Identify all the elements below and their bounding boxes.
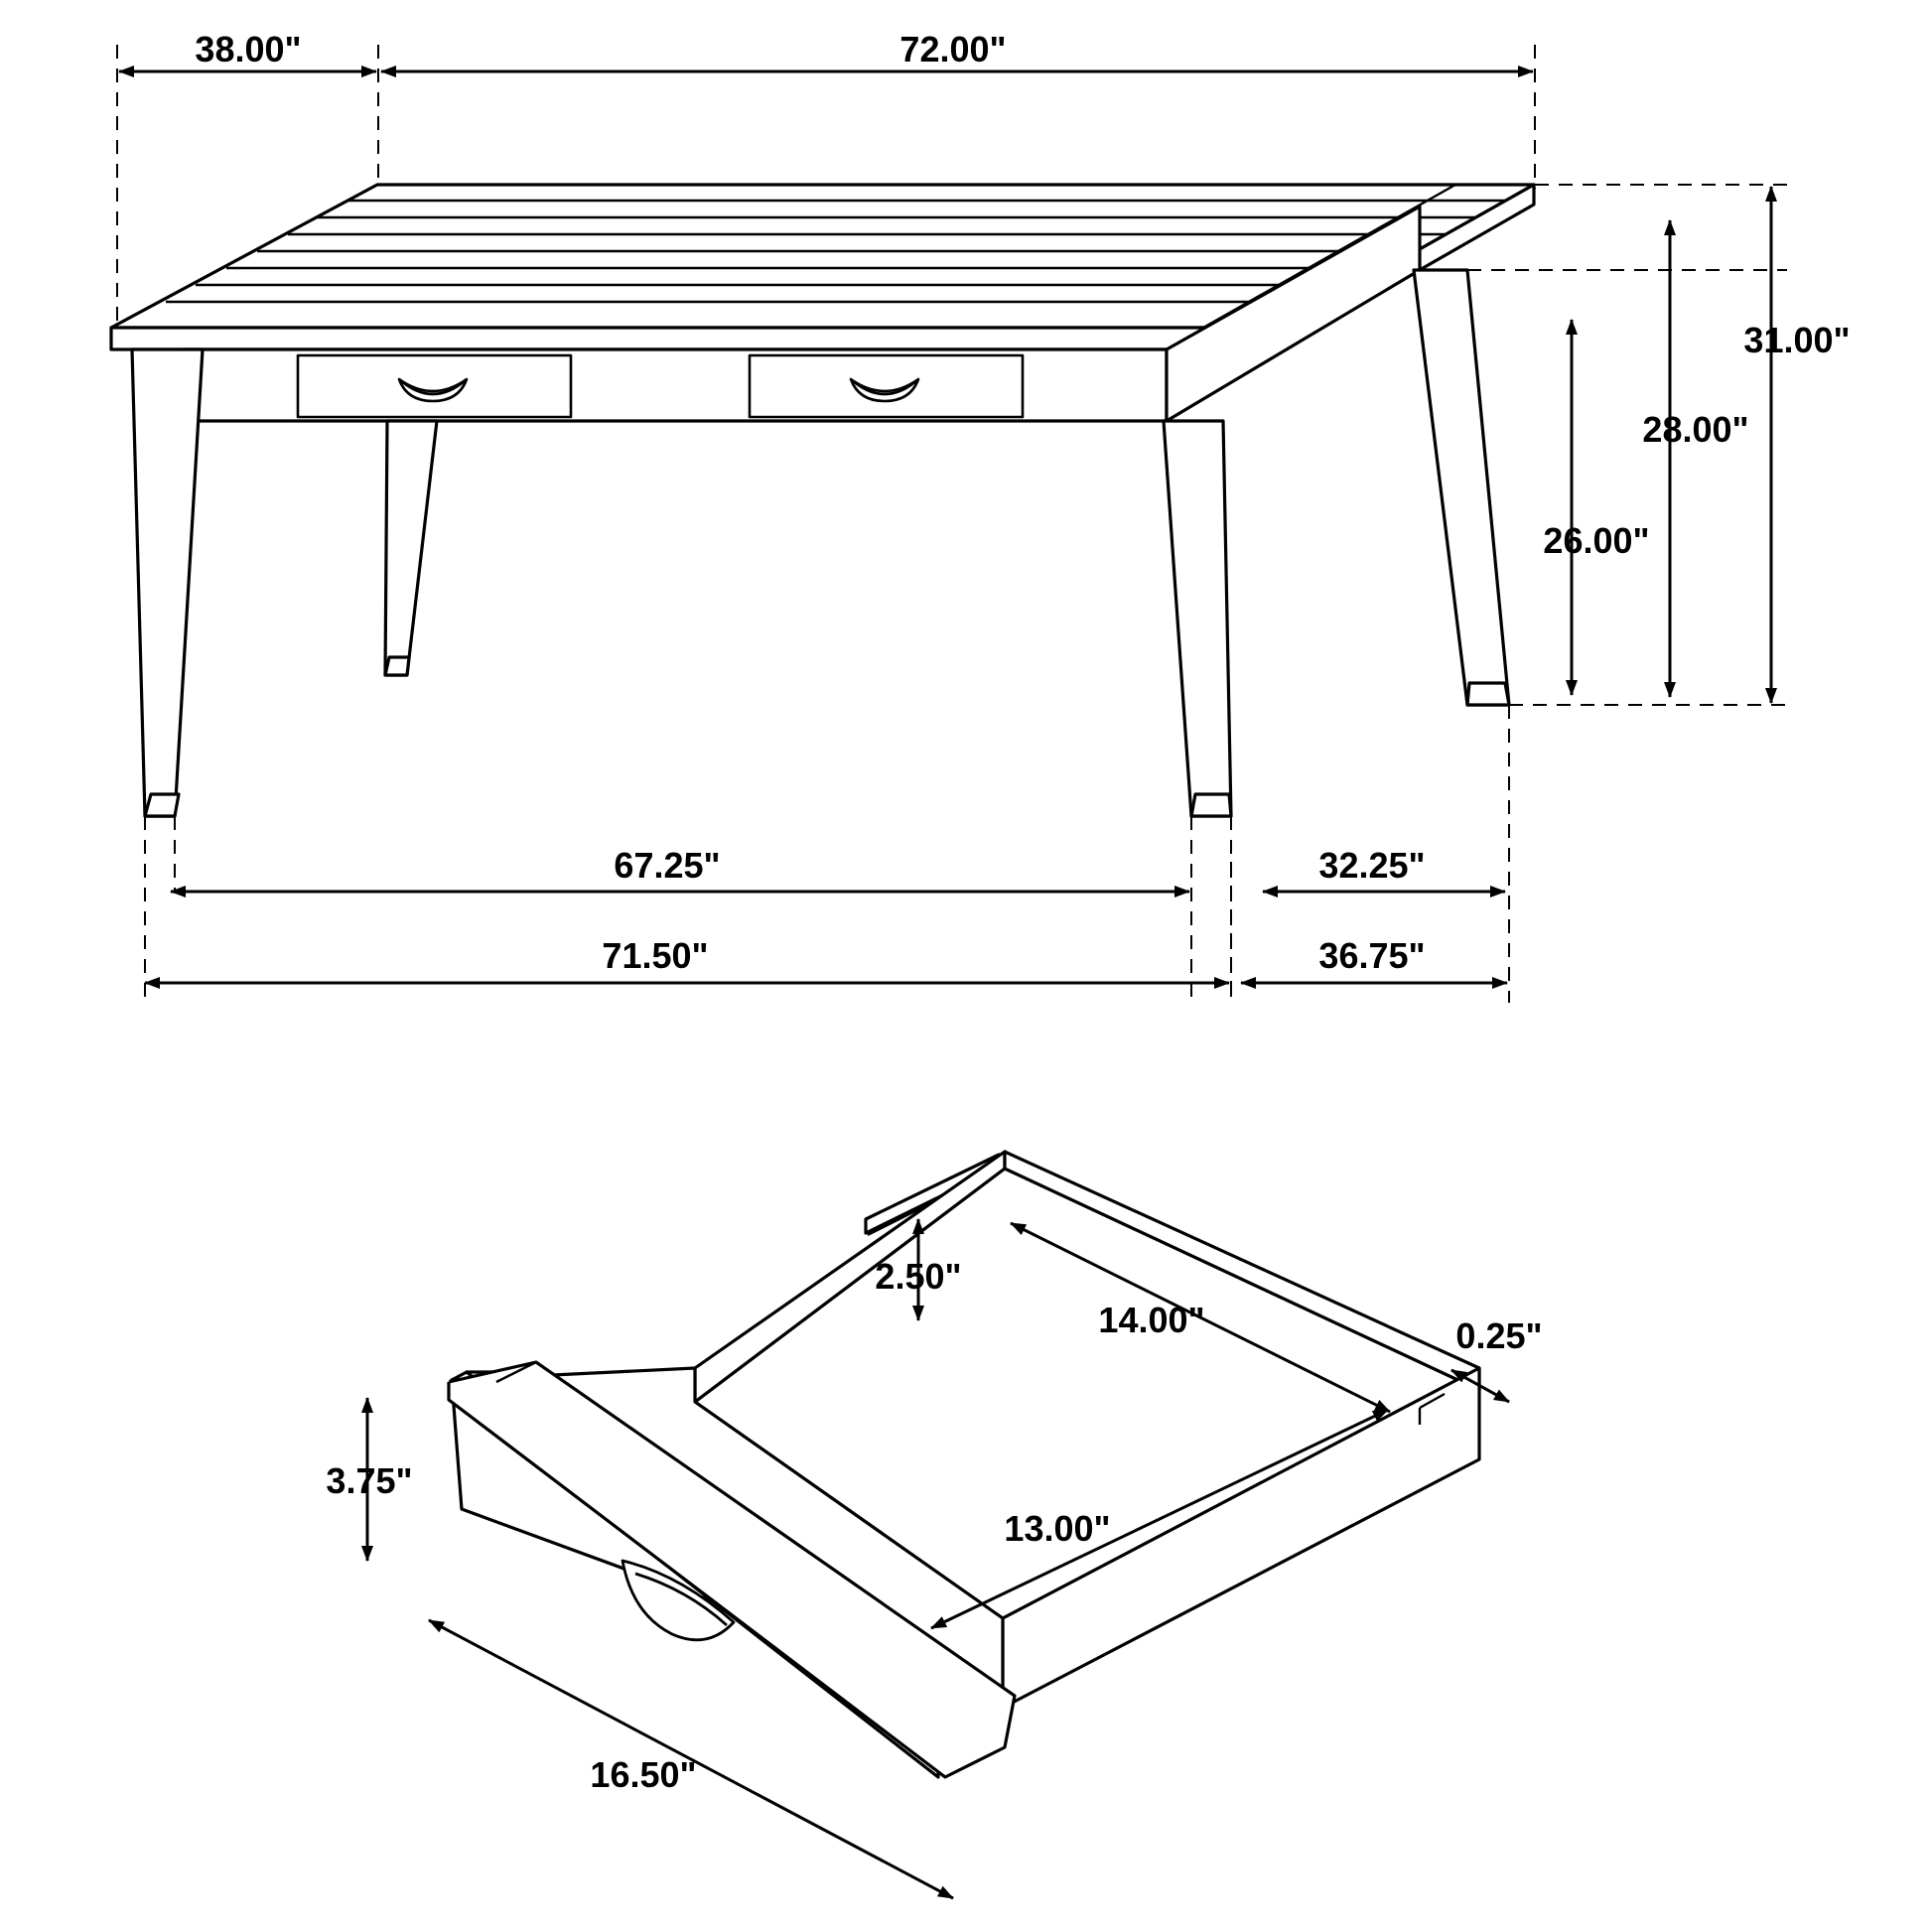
dimension-wall-thickness: 0.25": [1455, 1315, 1543, 1356]
drawer-figure: [449, 1152, 1479, 1777]
table-apron-front: [184, 349, 1167, 421]
dimension-front-height: 3.75": [326, 1460, 413, 1501]
dimension-depth-top: 38.00": [195, 29, 302, 69]
table-leg-rear-left: [385, 421, 437, 675]
dimension-interior-width: 13.00": [1004, 1508, 1111, 1549]
table-leg-front-left: [132, 349, 203, 816]
table-leg-rear-right: [1414, 270, 1509, 705]
dimension-leg-span-front: 67.25": [614, 845, 721, 886]
dimension-base-width: 71.50": [602, 935, 709, 976]
table-leg-front-right: [1164, 421, 1231, 816]
dimension-leg-span-side: 32.25": [1318, 845, 1426, 886]
dimension-height-overall: 31.00": [1743, 320, 1851, 360]
dimension-base-depth: 36.75": [1318, 935, 1426, 976]
dimension-height-apron: 28.00": [1642, 409, 1749, 450]
table-figure: [111, 185, 1534, 816]
dimension-interior-depth: 14.00": [1098, 1300, 1205, 1340]
dimension-front-width: 16.50": [590, 1754, 697, 1795]
dimension-width-top: 72.00": [899, 29, 1007, 69]
dimension-height-clearance: 26.00": [1543, 520, 1650, 561]
dimension-interior-height: 2.50": [875, 1256, 962, 1297]
